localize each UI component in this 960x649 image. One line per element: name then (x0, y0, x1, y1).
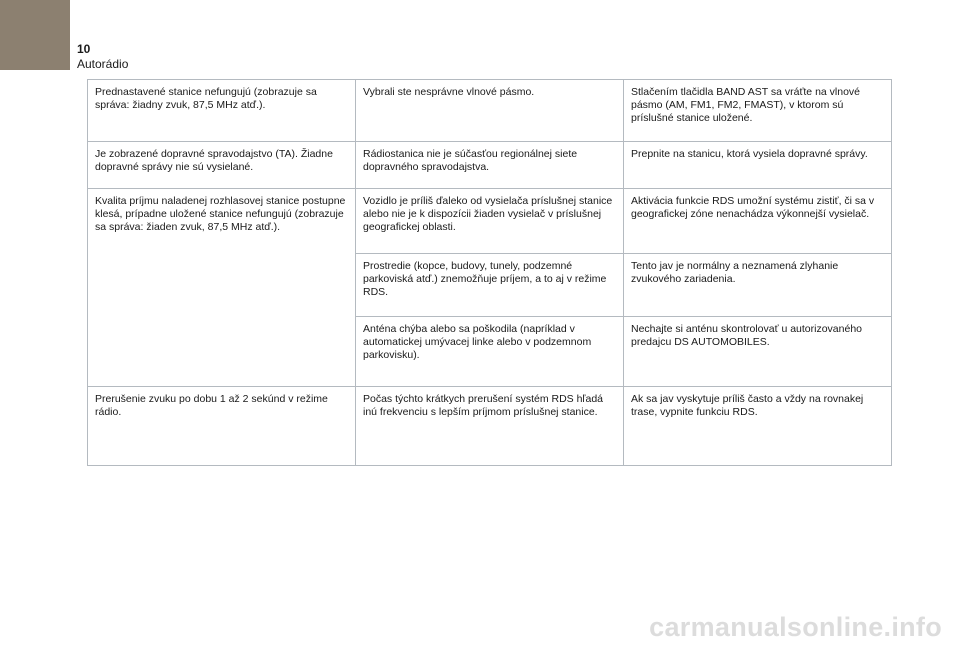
chapter-color-tab (0, 0, 70, 70)
cause-cell: Vybrali ste nesprávne vlnové pásmo. (356, 80, 624, 142)
table-row (88, 80, 892, 142)
cause-cell: Rádiostanica nie je súčasťou regionálnej siete dopravného spravodajstva. (356, 142, 624, 189)
problem-cell: Prerušenie zvuku po dobu 1 až 2 sekúnd v režime rádio. (88, 387, 356, 466)
troubleshooting-table (87, 79, 892, 466)
cause-cell: Vozidlo je príliš ďaleko od vysielača príslušnej stanice alebo nie je k dispozícii žiaden vysielač v príslušnej geografickej oblasti. (356, 189, 624, 254)
problem-cell: Kvalita príjmu naladenej rozhlasovej stanice postupne klesá, prípadne uložené stanice nefungujú (zobrazuje sa správa: žiaden zvuk, 87,5 MHz atď.). (88, 189, 356, 387)
page-number: 10 (77, 42, 91, 56)
section-title: Autorádio (77, 57, 129, 71)
problem-cell: Prednastavené stanice nefungujú (zobrazuje sa správa: žiadny zvuk, 87,5 MHz atď.). (88, 80, 356, 142)
table-row (88, 142, 892, 189)
solution-cell: Stlačením tlačidla BAND AST sa vráťte na vlnové pásmo (AM, FM1, FM2, FMAST), v ktorom sú príslušné stanice uložené. (624, 80, 892, 142)
solution-cell: Tento jav je normálny a neznamená zlyhanie zvukového zariadenia. (624, 254, 892, 317)
problem-cell: Je zobrazené dopravné spravodajstvo (TA). Žiadne dopravné správy nie sú vysielané. (88, 142, 356, 189)
table-row (88, 387, 892, 466)
cause-cell: Anténa chýba alebo sa poškodila (napríklad v automatickej umývacej linke alebo v podzemnom parkovisku). (356, 317, 624, 387)
solution-cell: Prepnite na stanicu, ktorá vysiela dopravné správy. (624, 142, 892, 189)
solution-cell: Aktivácia funkcie RDS umožní systému zistiť, či sa v geografickej zóne nenachádza výkonnejší vysielač. (624, 189, 892, 254)
cause-cell: Počas týchto krátkych prerušení systém RDS hľadá inú frekvenciu s lepším príjmom príslušnej stanice. (356, 387, 624, 466)
cause-cell: Prostredie (kopce, budovy, tunely, podzemné parkoviská atď.) znemožňuje príjem, a to aj v režime RDS. (356, 254, 624, 317)
solution-cell: Ak sa jav vyskytuje príliš často a vždy na rovnakej trase, vypnite funkciu RDS. (624, 387, 892, 466)
solution-cell: Nechajte si anténu skontrolovať u autorizovaného predajcu DS AUTOMOBILES. (624, 317, 892, 387)
table-row (88, 189, 892, 254)
watermark: carmanualsonline.info (649, 612, 942, 642)
